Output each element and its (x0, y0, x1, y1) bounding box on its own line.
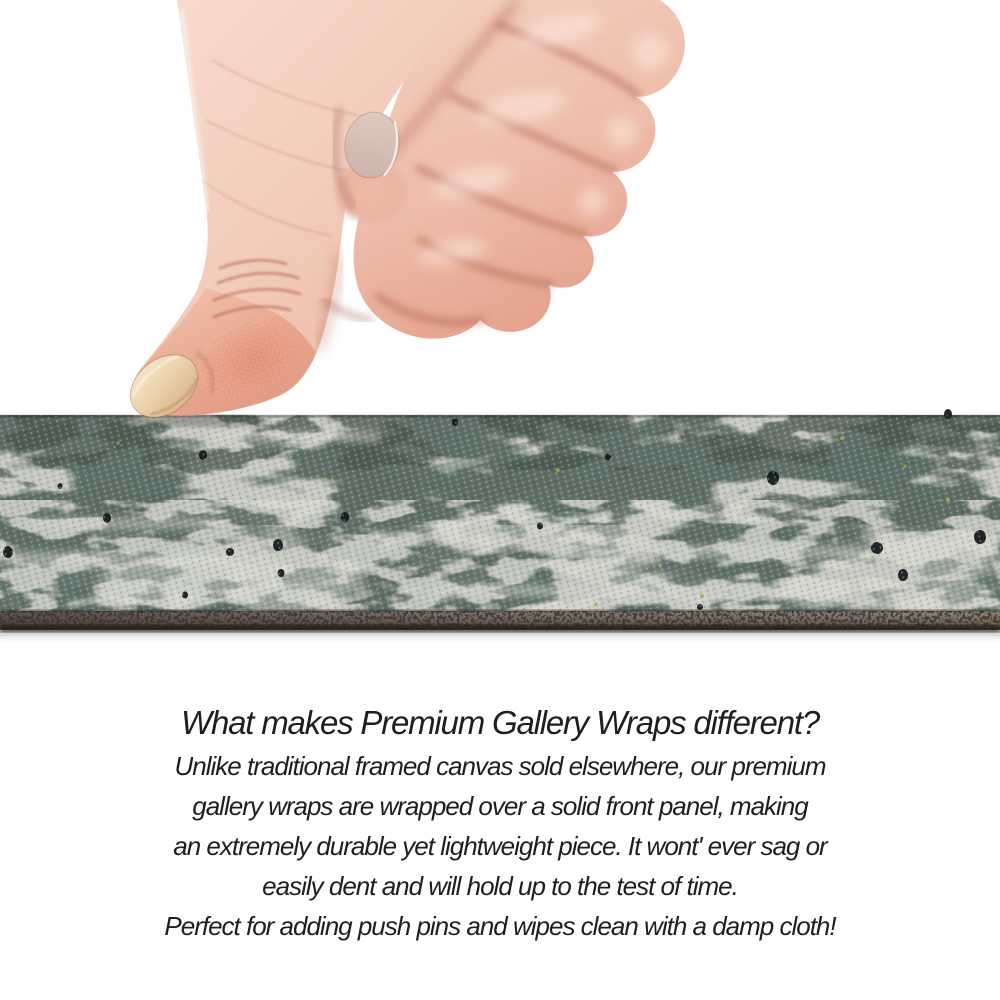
section-heading: What makes Premium Gallery Wraps different? (181, 704, 819, 741)
canvas-weave-texture (0, 415, 1000, 612)
body-line-3: an extremely durable yet lightweight piece. It wont' ever sag or (173, 831, 827, 861)
canvas-edge-strip (0, 409, 1000, 644)
canvas-side-edge (0, 610, 1000, 633)
body-line-2: gallery wraps are wrapped over a solid front panel, making (192, 791, 808, 821)
body-line-4: easily dent and will hold up to the test of time. (262, 871, 738, 901)
marketing-copy (0, 700, 1000, 946)
body-line-1: Unlike traditional framed canvas sold elsewhere, our premium (174, 751, 826, 781)
body-line-5: Perfect for adding push pins and wipes clean with a damp cloth! (164, 911, 836, 941)
canvas-drop-shadow (0, 631, 1000, 644)
hand-thumb-press (118, 0, 685, 430)
